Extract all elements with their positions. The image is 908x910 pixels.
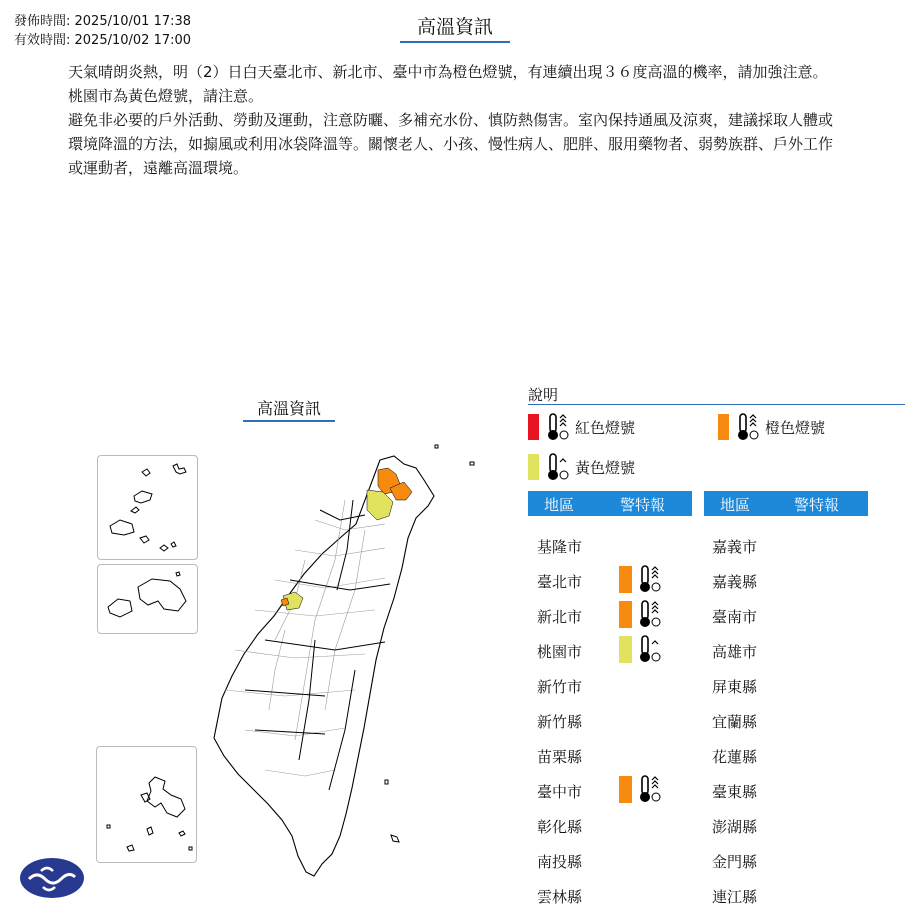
region-name: 彰化縣: [537, 818, 583, 836]
inset-matsu: [97, 455, 198, 560]
table-header-left: [528, 491, 692, 516]
page-title: 高溫資訊: [400, 15, 510, 43]
column-header-region: 地區: [720, 496, 751, 514]
orange-swatch: [619, 776, 632, 803]
warning-badge-orange: [619, 774, 667, 804]
column-header-warning: 警特報: [620, 496, 666, 514]
region-name: 新竹縣: [537, 713, 583, 731]
region-name: 澎湖縣: [712, 818, 758, 836]
region-name: 臺北市: [537, 573, 583, 591]
region-name: 連江縣: [712, 888, 758, 906]
region-name: 臺中市: [537, 783, 583, 801]
description-paragraph-1: 天氣晴朗炎熱，明（2）日白天臺北市、新北市、臺中市為橙色燈號，有連續出現３６度高溫的機率，請加強注意。桃園市為黃色燈號，請注意。: [68, 63, 828, 105]
region-name: 高雄市: [712, 643, 758, 661]
thermometer-icon: [545, 452, 569, 482]
legend-divider: [528, 404, 905, 405]
thermometer-icon: [735, 412, 759, 442]
description: [68, 60, 840, 180]
yellow-swatch: [528, 454, 539, 480]
region-name: 新北市: [537, 608, 583, 626]
cwa-logo: [19, 857, 85, 899]
legend-orange: [718, 412, 825, 442]
taiwan-map: [195, 440, 485, 885]
thermometer-icon: [637, 774, 661, 804]
region-name: 雲林縣: [537, 888, 583, 906]
region-name: 嘉義縣: [712, 573, 758, 591]
red-swatch: [528, 414, 539, 440]
legend-title: 說明: [528, 386, 559, 404]
warning-badge-yellow: [619, 634, 667, 664]
region-name: 宜蘭縣: [712, 713, 758, 731]
warning-badge-orange: [619, 599, 667, 629]
column-header-region: 地區: [544, 496, 575, 514]
thermometer-icon: [637, 599, 661, 629]
matsu-islands-map: [98, 456, 197, 559]
valid-time: 有效時間: 2025/10/02 17:00: [14, 33, 192, 48]
thermometer-icon: [637, 564, 661, 594]
legend-yellow-label: 黃色燈號: [575, 458, 636, 477]
yellow-swatch: [619, 636, 632, 663]
region-name: 臺南市: [712, 608, 758, 626]
inset-kinmen: [97, 564, 198, 634]
map-title: 高溫資訊: [243, 396, 335, 422]
issue-meta: [14, 12, 191, 50]
column-header-warning: 警特報: [794, 496, 840, 514]
region-name: 南投縣: [537, 853, 583, 871]
orange-swatch: [619, 601, 632, 628]
inset-penghu: [96, 746, 197, 863]
orange-swatch: [718, 414, 729, 440]
legend-orange-label: 橙色燈號: [765, 418, 826, 437]
region-name: 嘉義市: [712, 538, 758, 556]
region-name: 苗栗縣: [537, 748, 583, 766]
region-name: 臺東縣: [712, 783, 758, 801]
issued-time: 發佈時間: 2025/10/01 17:38: [14, 14, 192, 29]
region-name: 屏東縣: [712, 678, 758, 696]
penghu-islands-map: [97, 747, 196, 862]
region-name: 花蓮縣: [712, 748, 758, 766]
region-name: 基隆市: [537, 538, 583, 556]
legend-yellow: [528, 452, 635, 482]
orange-swatch: [619, 566, 632, 593]
region-name: 新竹市: [537, 678, 583, 696]
kinmen-islands-map: [98, 565, 197, 633]
region-name: 金門縣: [712, 853, 758, 871]
thermometer-icon: [545, 412, 569, 442]
description-paragraph-2: 避免非必要的戶外活動、勞動及運動，注意防曬、多補充水份、慎防熱傷害。室內保持通風及涼爽，建議採取人體或環境降溫的方法，如搧風或利用冰袋降溫等。關懷老人、小孩、慢性病人、肥胖、服用藥物者、弱勢族群、戶外工作或運動者，遠離高溫環境。: [68, 111, 834, 177]
warning-badge-orange: [619, 564, 667, 594]
legend-red-label: 紅色燈號: [575, 418, 636, 437]
legend-red: [528, 412, 635, 442]
region-name: 桃園市: [537, 643, 583, 661]
thermometer-icon: [637, 634, 661, 664]
table-header-right: [704, 491, 868, 516]
